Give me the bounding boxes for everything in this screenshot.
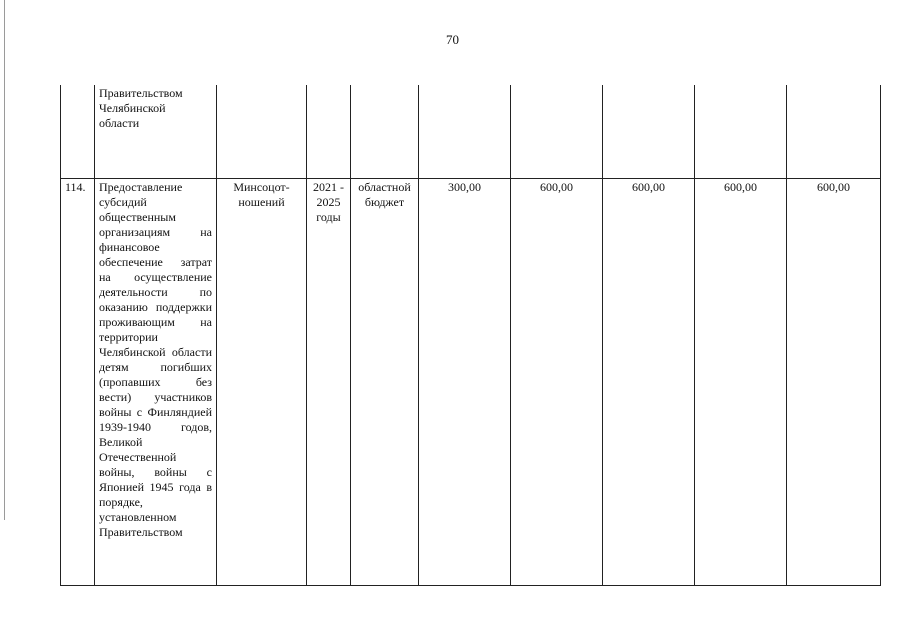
cell-value: [695, 85, 787, 179]
cell-period: [307, 85, 351, 179]
cell-value: [419, 85, 511, 179]
cell-value: 600,00: [511, 179, 603, 586]
cell-source: областной бюджет: [351, 179, 419, 586]
cell-number: [61, 85, 95, 179]
scan-margin-line: [4, 0, 5, 520]
cell-number: 114.: [61, 179, 95, 586]
cell-value: 600,00: [695, 179, 787, 586]
cell-description: Предоставление субсидий общественным организациям на финансовое обеспечение затрат на осуществление деятельности по оказанию поддержки проживающим на территории Челябинской области детям погибших (пропавших без вести) участников войны с Финляндией 1939-1940 годов, Великой Отечественной войны, войны с Японией 1945 года в порядке, установленном Правительством: [95, 179, 217, 586]
cell-value: [603, 85, 695, 179]
cell-source: [351, 85, 419, 179]
table-row-continuation: [61, 85, 881, 179]
cell-value: 600,00: [787, 179, 881, 586]
cell-value: [511, 85, 603, 179]
page-number: 70: [446, 32, 459, 47]
program-table: [60, 85, 881, 586]
cell-value: 600,00: [603, 179, 695, 586]
cell-executor: Минсоцот-ношений: [217, 179, 307, 586]
cell-executor: [217, 85, 307, 179]
cell-period: 2021 - 2025 годы: [307, 179, 351, 586]
cell-value: [787, 85, 881, 179]
cell-description: Правительством Челябинской области: [95, 85, 217, 179]
table-row-114: [61, 179, 881, 586]
cell-value: 300,00: [419, 179, 511, 586]
